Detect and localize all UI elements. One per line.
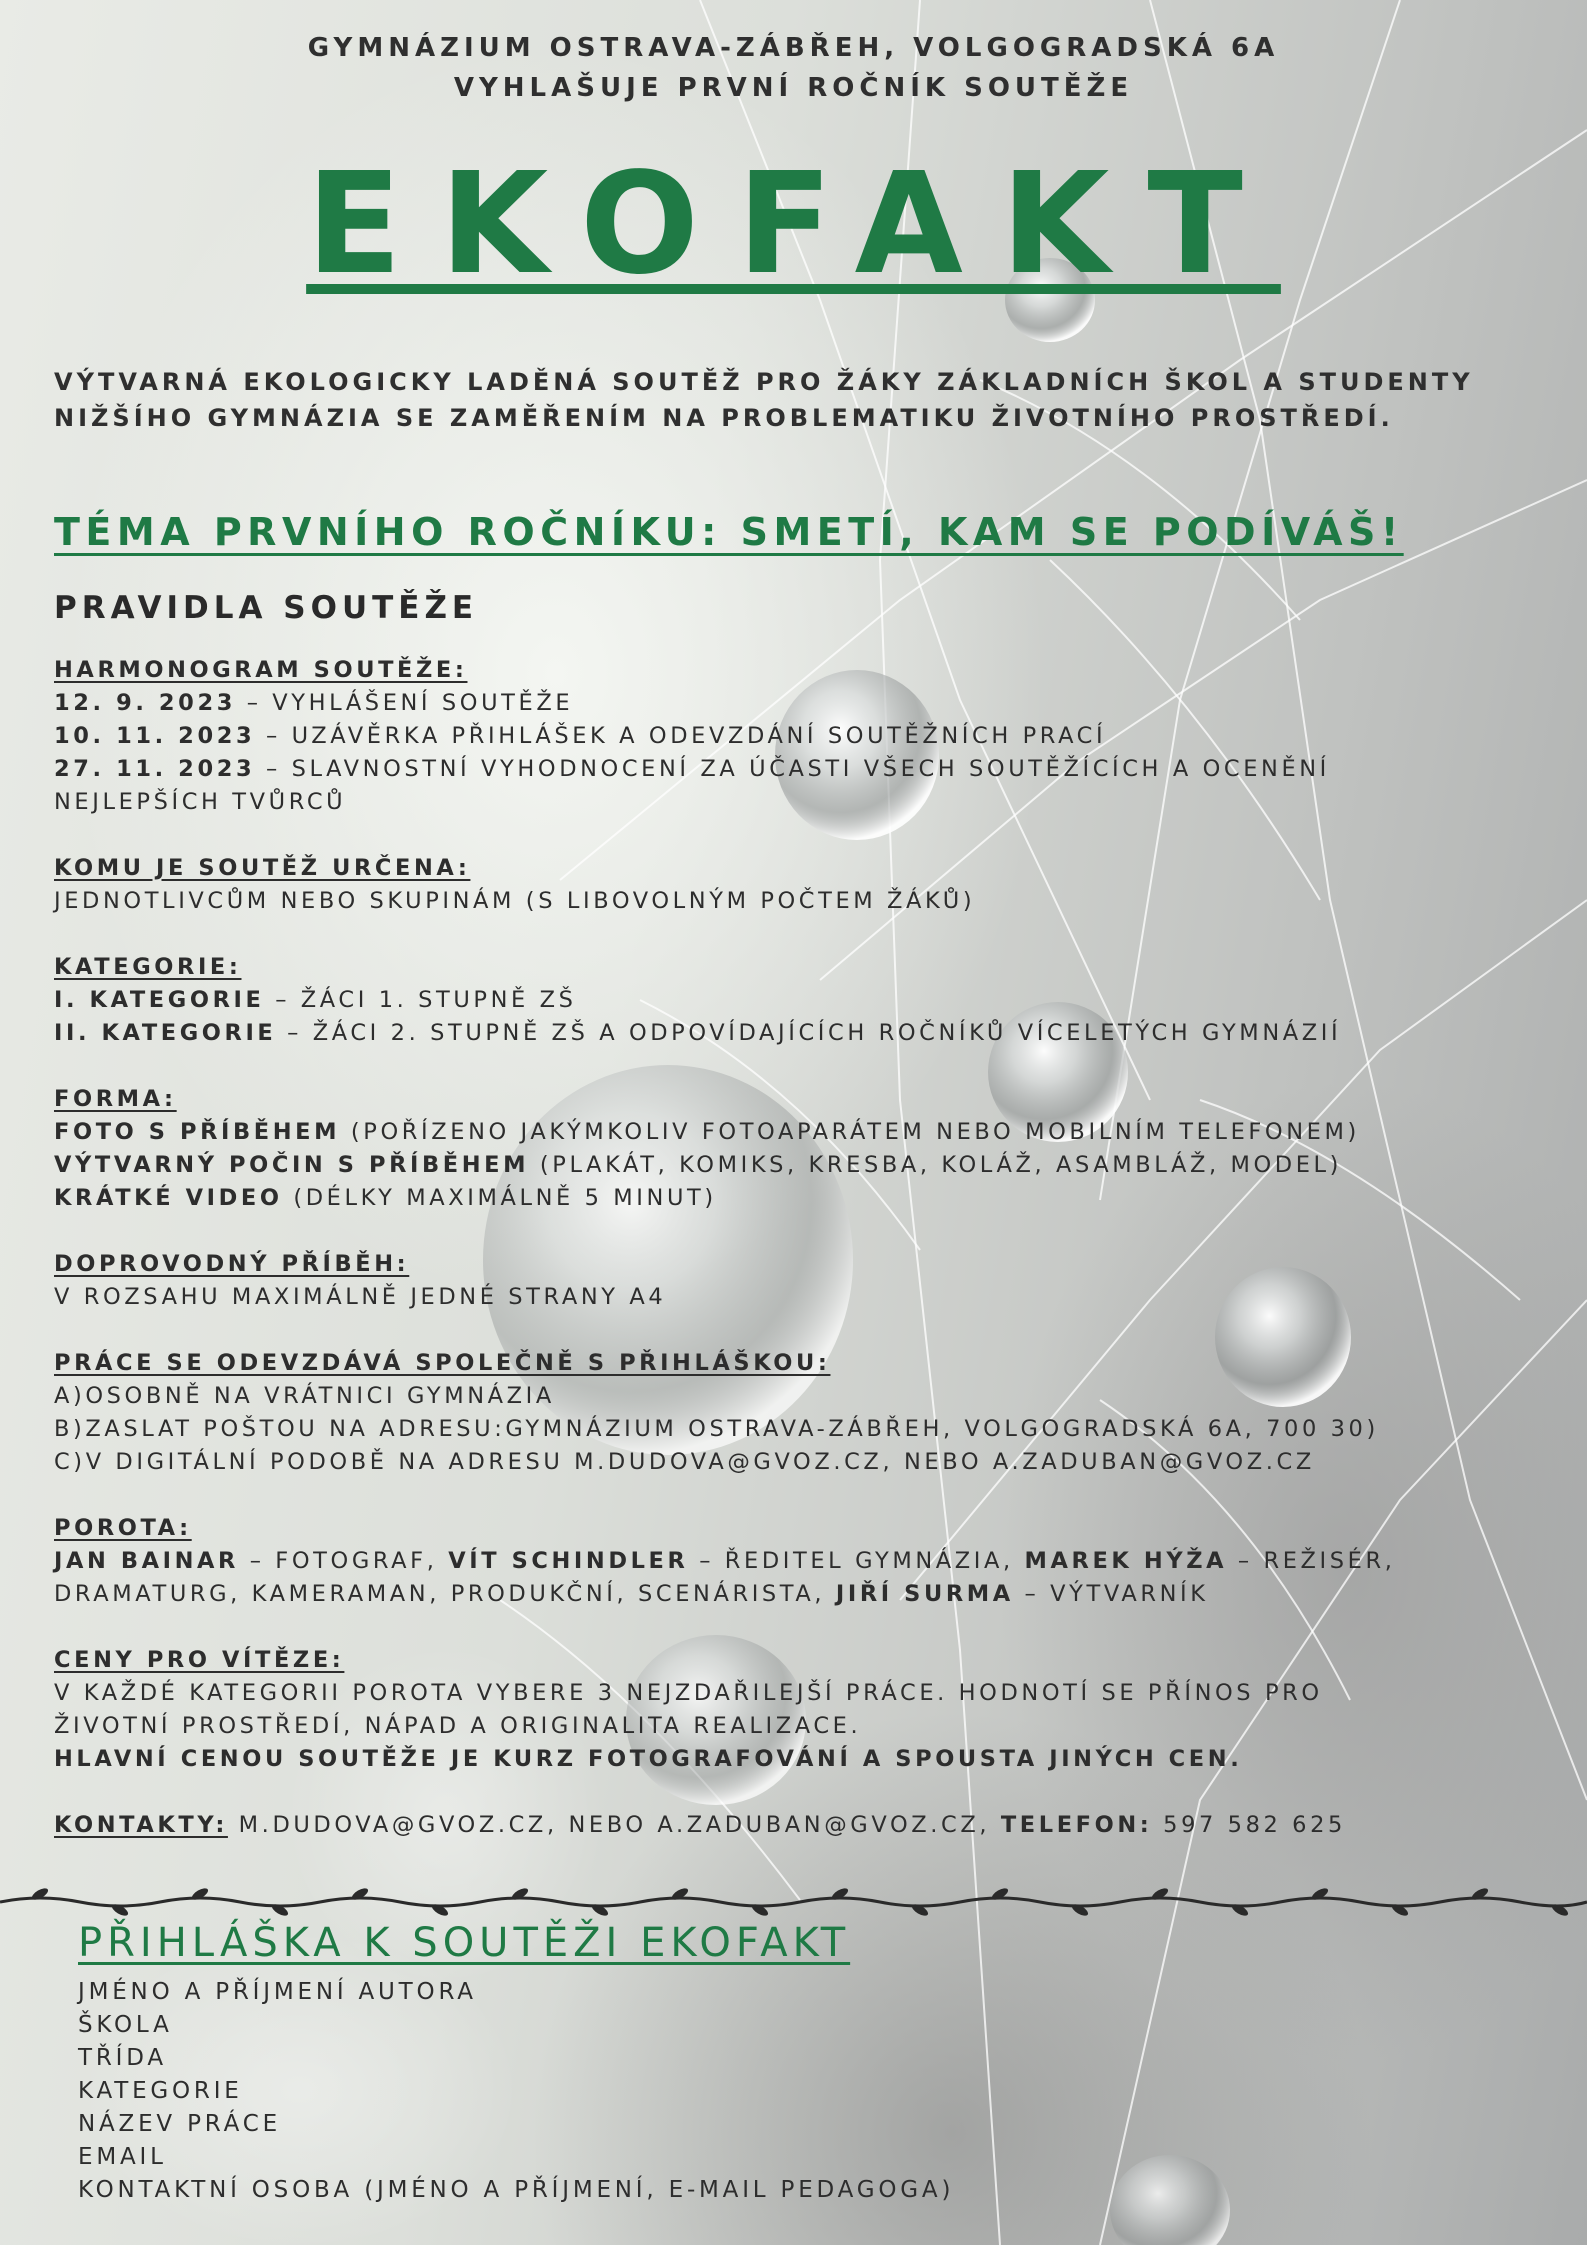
- contacts-emails: M.DUDOVA@GVOZ.CZ, NEBO A.ZADUBAN@GVOZ.CZ,: [227, 1812, 1001, 1838]
- audience-text: JEDNOTLIVCŮM NEBO SKUPINÁM (S LIBOVOLNÝM POČTEM ŽÁKŮ): [54, 888, 976, 914]
- schedule-heading: HARMONOGRAM SOUTĚŽE:: [54, 657, 468, 683]
- phone-label: TELEFON:: [1000, 1812, 1153, 1838]
- category-item: II. KATEGORIE – ŽÁCI 2. STUPNĚ ZŠ A ODPOVÍDAJÍCÍCH ROČNÍKŮ VÍCELETÝCH GYMNÁZIÍ: [54, 1020, 1342, 1046]
- application-field: JMÉNO A PŘÍJMENÍ AUTORA: [78, 1979, 477, 2005]
- schedule-item: 10. 11. 2023 – UZÁVĚRKA PŘIHLÁŠEK A ODEVZDÁNÍ SOUTĚŽNÍCH PRACÍ: [54, 723, 1107, 749]
- application-fields: [78, 1976, 1478, 2207]
- prizes-heading: CENY PRO VÍTĚZE:: [54, 1647, 345, 1673]
- prizes-section: [54, 1644, 1554, 1776]
- application-heading: PŘIHLÁŠKA K SOUTĚŽI EKOFAKT: [78, 1920, 851, 1966]
- submission-item: A)OSOBNĚ NA VRÁTNICI GYMNÁZIA: [54, 1383, 555, 1409]
- submission-item: B)ZASLAT POŠTOU NA ADRESU:GYMNÁZIUM OSTRAVA-ZÁBŘEH, VOLGOGRADSKÁ 6A, 700 30): [54, 1416, 1379, 1442]
- jury-line: DRAMATURG, KAMERAMAN, PRODUKČNÍ, SCENÁRISTA, JIŘÍ SURMA – VÝTVARNÍK: [54, 1581, 1209, 1607]
- prizes-text: ŽIVOTNÍ PROSTŘEDÍ, NÁPAD A ORIGINALITA REALIZACE.: [54, 1713, 862, 1739]
- prizes-text: V KAŽDÉ KATEGORII POROTA VYBERE 3 NEJZDAŘILEJŠÍ PRÁCE. HODNOTÍ SE PŘÍNOS PRO: [54, 1680, 1323, 1706]
- phone-number: 597 582 625: [1152, 1812, 1346, 1838]
- jury-line: JAN BAINAR – FOTOGRAF, VÍT SCHINDLER – ŘEDITEL GYMNÁZIA, MAREK HÝŽA – REŽISÉR,: [54, 1548, 1396, 1574]
- organizer-header: [0, 28, 1587, 108]
- submission-section: [54, 1347, 1554, 1479]
- audience-section: [54, 852, 1554, 918]
- form-item: VÝTVARNÝ POČIN S PŘÍBĚHEM (PLAKÁT, KOMIKS, KRESBA, KOLÁŽ, ASAMBLÁŽ, MODEL): [54, 1152, 1343, 1178]
- story-text: V ROZSAHU MAXIMÁLNĚ JEDNÉ STRANY A4: [54, 1284, 667, 1310]
- form-heading: FORMA:: [54, 1086, 177, 1112]
- submission-item: C)V DIGITÁLNÍ PODOBĚ NA ADRESU M.DUDOVA@GVOZ.CZ, NEBO A.ZADUBAN@GVOZ.CZ: [54, 1449, 1315, 1475]
- form-item: FOTO S PŘÍBĚHEM (POŘÍZENO JAKÝMKOLIV FOTOAPARÁTEM NEBO MOBILNÍM TELEFONEM): [54, 1119, 1360, 1145]
- rules-body: [54, 654, 1554, 1875]
- audience-heading: KOMU JE SOUTĚŽ URČENA:: [54, 855, 471, 881]
- intro-text: VÝTVARNÁ EKOLOGICKY LADĚNÁ SOUTĚŽ PRO ŽÁKY ZÁKLADNÍCH ŠKOL A STUDENTY NIŽŠÍHO GYMNÁZIA SE ZAMĚŘENÍM NA PROBLEMATIKU ŽIVOTNÍHO PROSTŘEDÍ.: [54, 368, 1474, 432]
- rules-heading: PRAVIDLA SOUTĚŽE: [54, 590, 479, 626]
- announcement-line: VYHLAŠUJE PRVNÍ ROČNÍK SOUTĚŽE: [453, 73, 1134, 103]
- schedule-item: 12. 9. 2023 – VYHLÁŠENÍ SOUTĚŽE: [54, 690, 574, 716]
- categories-heading: KATEGORIE:: [54, 954, 242, 980]
- application-field: ŠKOLA: [78, 2012, 173, 2038]
- application-field: KATEGORIE: [78, 2078, 243, 2104]
- contest-title: EKOFAKT: [306, 143, 1281, 306]
- submission-heading: PRÁCE SE ODEVZDÁVÁ SPOLEČNĚ S PŘIHLÁŠKOU:: [54, 1350, 831, 1376]
- jury-heading: POROTA:: [54, 1515, 192, 1541]
- jury-section: [54, 1512, 1554, 1611]
- prizes-main: HLAVNÍ CENOU SOUTĚŽE JE KURZ FOTOGRAFOVÁNÍ A SPOUSTA JINÝCH CEN.: [54, 1746, 1243, 1772]
- categories-section: [54, 951, 1554, 1050]
- contacts-line: [54, 1809, 1554, 1842]
- schedule-item-continuation: NEJLEPŠÍCH TVŮRCŮ: [54, 789, 347, 815]
- schedule-section: [54, 654, 1554, 819]
- application-field: EMAIL: [78, 2144, 167, 2170]
- schedule-item: 27. 11. 2023 – SLAVNOSTNÍ VYHODNOCENÍ ZA ÚČASTI VŠECH SOUTĚŽÍCÍCH A OCENĚNÍ: [54, 756, 1330, 782]
- application-field: KONTAKTNÍ OSOBA (JMÉNO A PŘÍJMENÍ, E-MAIL PEDAGOGA): [78, 2177, 955, 2203]
- story-section: [54, 1248, 1554, 1314]
- category-item: I. KATEGORIE – ŽÁCI 1. STUPNĚ ZŠ: [54, 987, 577, 1013]
- application-field: TŘÍDA: [78, 2045, 167, 2071]
- story-heading: DOPROVODNÝ PŘÍBĚH:: [54, 1251, 410, 1277]
- form-section: [54, 1083, 1554, 1215]
- theme-heading: TÉMA PRVNÍHO ROČNÍKU: SMETÍ, KAM SE PODÍVÁŠ!: [54, 510, 1404, 554]
- contacts-section: [54, 1809, 1554, 1842]
- application-field: NÁZEV PRÁCE: [78, 2111, 281, 2137]
- contacts-heading: KONTAKTY:: [54, 1812, 228, 1838]
- form-item: KRÁTKÉ VIDEO (DÉLKY MAXIMÁLNĚ 5 MINUT): [54, 1185, 717, 1211]
- organizer-line: GYMNÁZIUM OSTRAVA-ZÁBŘEH, VOLGOGRADSKÁ 6A: [307, 33, 1280, 63]
